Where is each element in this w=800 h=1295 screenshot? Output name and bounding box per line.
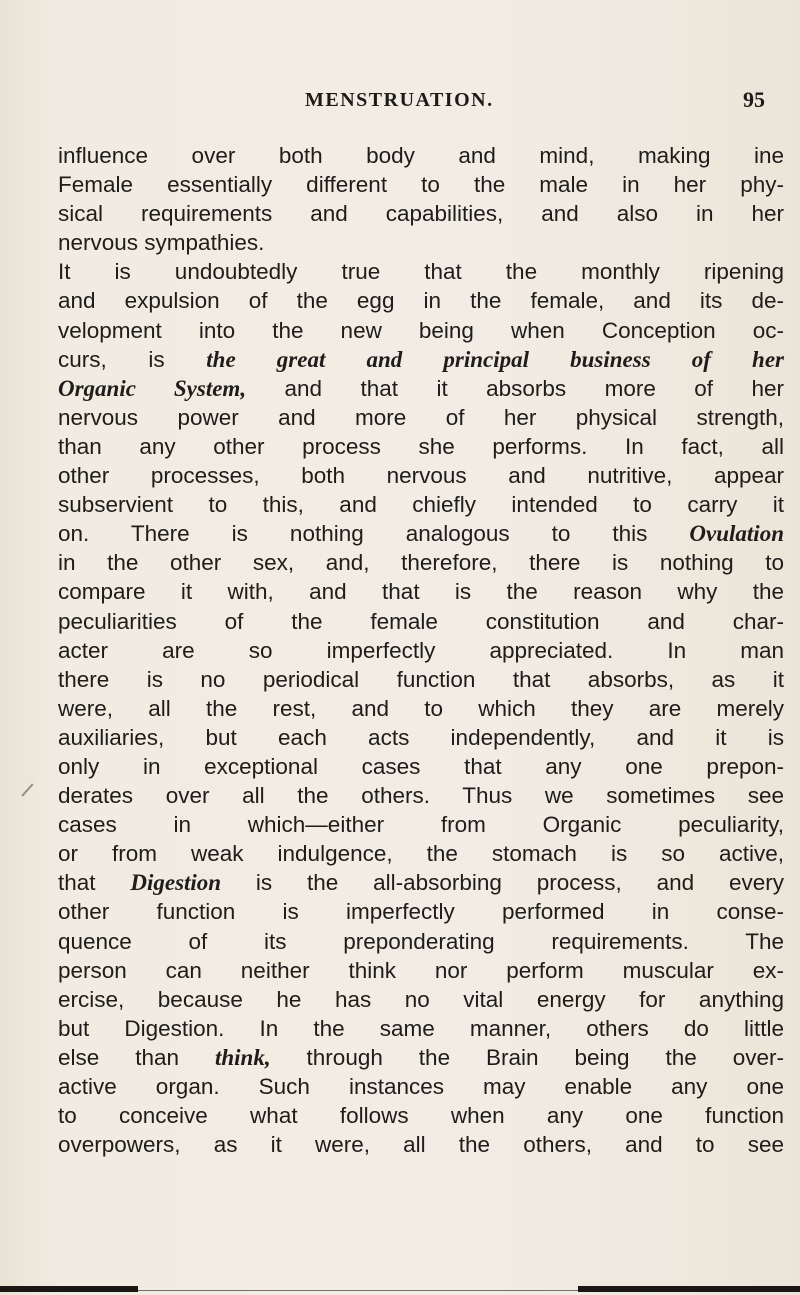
- text-line: [58, 723, 784, 752]
- italic-text: Ovulation: [689, 521, 784, 547]
- text-line: [58, 345, 784, 374]
- text-line: [58, 228, 784, 257]
- text-run: quence of its preponderating requirements. The: [58, 928, 784, 954]
- text-run: peculiarities of the female constitution and char-: [58, 608, 784, 634]
- text-line: [58, 490, 784, 519]
- text-line: [58, 170, 784, 199]
- text-run: and that it absorbs more of her: [246, 375, 785, 401]
- running-head: [0, 85, 800, 115]
- text-line: [58, 927, 784, 956]
- text-line: [58, 1101, 784, 1130]
- bottom-edge-rule: [578, 1286, 800, 1292]
- text-line: [58, 141, 784, 170]
- text-run: nervous sympathies.: [58, 230, 265, 256]
- text-line: [58, 519, 784, 548]
- text-line: [58, 548, 784, 577]
- page-number: 95: [743, 87, 765, 112]
- text-line: [58, 985, 784, 1014]
- text-line: [58, 577, 784, 606]
- text-run: other function is imperfectly performed in conse-: [58, 899, 784, 925]
- text-line: [58, 607, 784, 636]
- text-run: but Digestion. In the same manner, others do little: [58, 1015, 784, 1041]
- text-line: [58, 461, 784, 490]
- text-run: were, all the rest, and to which they are merely: [58, 695, 784, 721]
- text-line: [58, 665, 784, 694]
- text-run: nervous power and more of her physical strength,: [58, 404, 784, 430]
- italic-text: Digestion: [130, 870, 222, 896]
- text-run: in the other sex, and, therefore, there is nothing to: [58, 550, 784, 576]
- text-run: acter are so imperfectly appreciated. In man: [58, 637, 784, 663]
- text-line: [58, 403, 784, 432]
- text-line: [58, 897, 784, 926]
- text-run: and expulsion of the egg in the female, and its de-: [58, 288, 784, 314]
- text-run: sical requirements and capabilities, and also in her: [58, 201, 784, 227]
- text-run: to conceive what follows when any one function: [58, 1103, 784, 1129]
- text-run: else than: [58, 1044, 215, 1070]
- text-line: [58, 1014, 784, 1043]
- text-run: influence over both body and mind, making ine: [58, 143, 784, 168]
- text-run: there is no periodical function that absorbs, as it: [58, 666, 784, 692]
- text-run: It is undoubtedly true that the monthly ripening: [58, 259, 784, 285]
- text-line: [58, 1043, 784, 1072]
- bottom-edge-rule: [0, 1286, 138, 1292]
- text-line: [58, 286, 784, 315]
- running-title: MENSTRUATION.: [305, 89, 494, 111]
- text-run: through the Brain being the over-: [270, 1044, 784, 1070]
- text-run: ercise, because he has no vital energy for anything: [58, 986, 784, 1012]
- body-text: [58, 141, 784, 1159]
- text-line: [58, 316, 784, 345]
- text-line: [58, 432, 784, 461]
- bottom-edge-rule: [138, 1290, 578, 1291]
- text-run: derates over all the others. Thus we sometimes see: [58, 783, 784, 809]
- text-run: is the all-absorbing process, and every: [221, 870, 784, 896]
- text-run: or from weak indulgence, the stomach is so active,: [58, 841, 784, 867]
- text-line: [58, 694, 784, 723]
- text-run: cases in which—either from Organic peculiarity,: [58, 812, 784, 838]
- text-run: on. There is nothing analogous to this: [58, 521, 690, 547]
- text-line: [58, 257, 784, 286]
- text-run: that: [58, 870, 131, 896]
- text-run: Female essentially different to the male in her phy-: [58, 172, 784, 198]
- text-run: compare it with, and that is the reason why the: [58, 579, 784, 605]
- text-line: [58, 1072, 784, 1101]
- text-run: person can neither think nor perform muscular ex-: [58, 957, 784, 983]
- text-run: curs, is: [58, 346, 207, 372]
- text-line: [58, 199, 784, 228]
- text-line: [58, 374, 784, 403]
- text-run: active organ. Such instances may enable any one: [58, 1074, 784, 1099]
- text-line: [58, 810, 784, 839]
- italic-text: think,: [214, 1044, 271, 1070]
- text-line: [58, 752, 784, 781]
- italic-text: the great and principal business of her: [206, 346, 784, 372]
- text-line: [58, 781, 784, 810]
- text-line: [58, 868, 784, 897]
- text-run: auxiliaries, but each acts independently, and it is: [58, 724, 784, 750]
- text-line: [58, 636, 784, 665]
- text-run: than any other process she performs. In fact, all: [58, 433, 784, 459]
- text-line: [58, 839, 784, 868]
- text-run: subservient to this, and chiefly intended to carry it: [58, 492, 784, 518]
- text-line: [58, 956, 784, 985]
- italic-text: Organic System,: [58, 375, 247, 401]
- text-run: overpowers, as it were, all the others, and to see: [58, 1132, 784, 1158]
- text-run: only in exceptional cases that any one prepon-: [58, 753, 784, 779]
- text-run: other processes, both nervous and nutritive, appear: [58, 463, 784, 489]
- text-line: [58, 1130, 784, 1159]
- margin-pencil-mark: [21, 783, 33, 796]
- text-run: velopment into the new being when Conception oc-: [58, 317, 784, 343]
